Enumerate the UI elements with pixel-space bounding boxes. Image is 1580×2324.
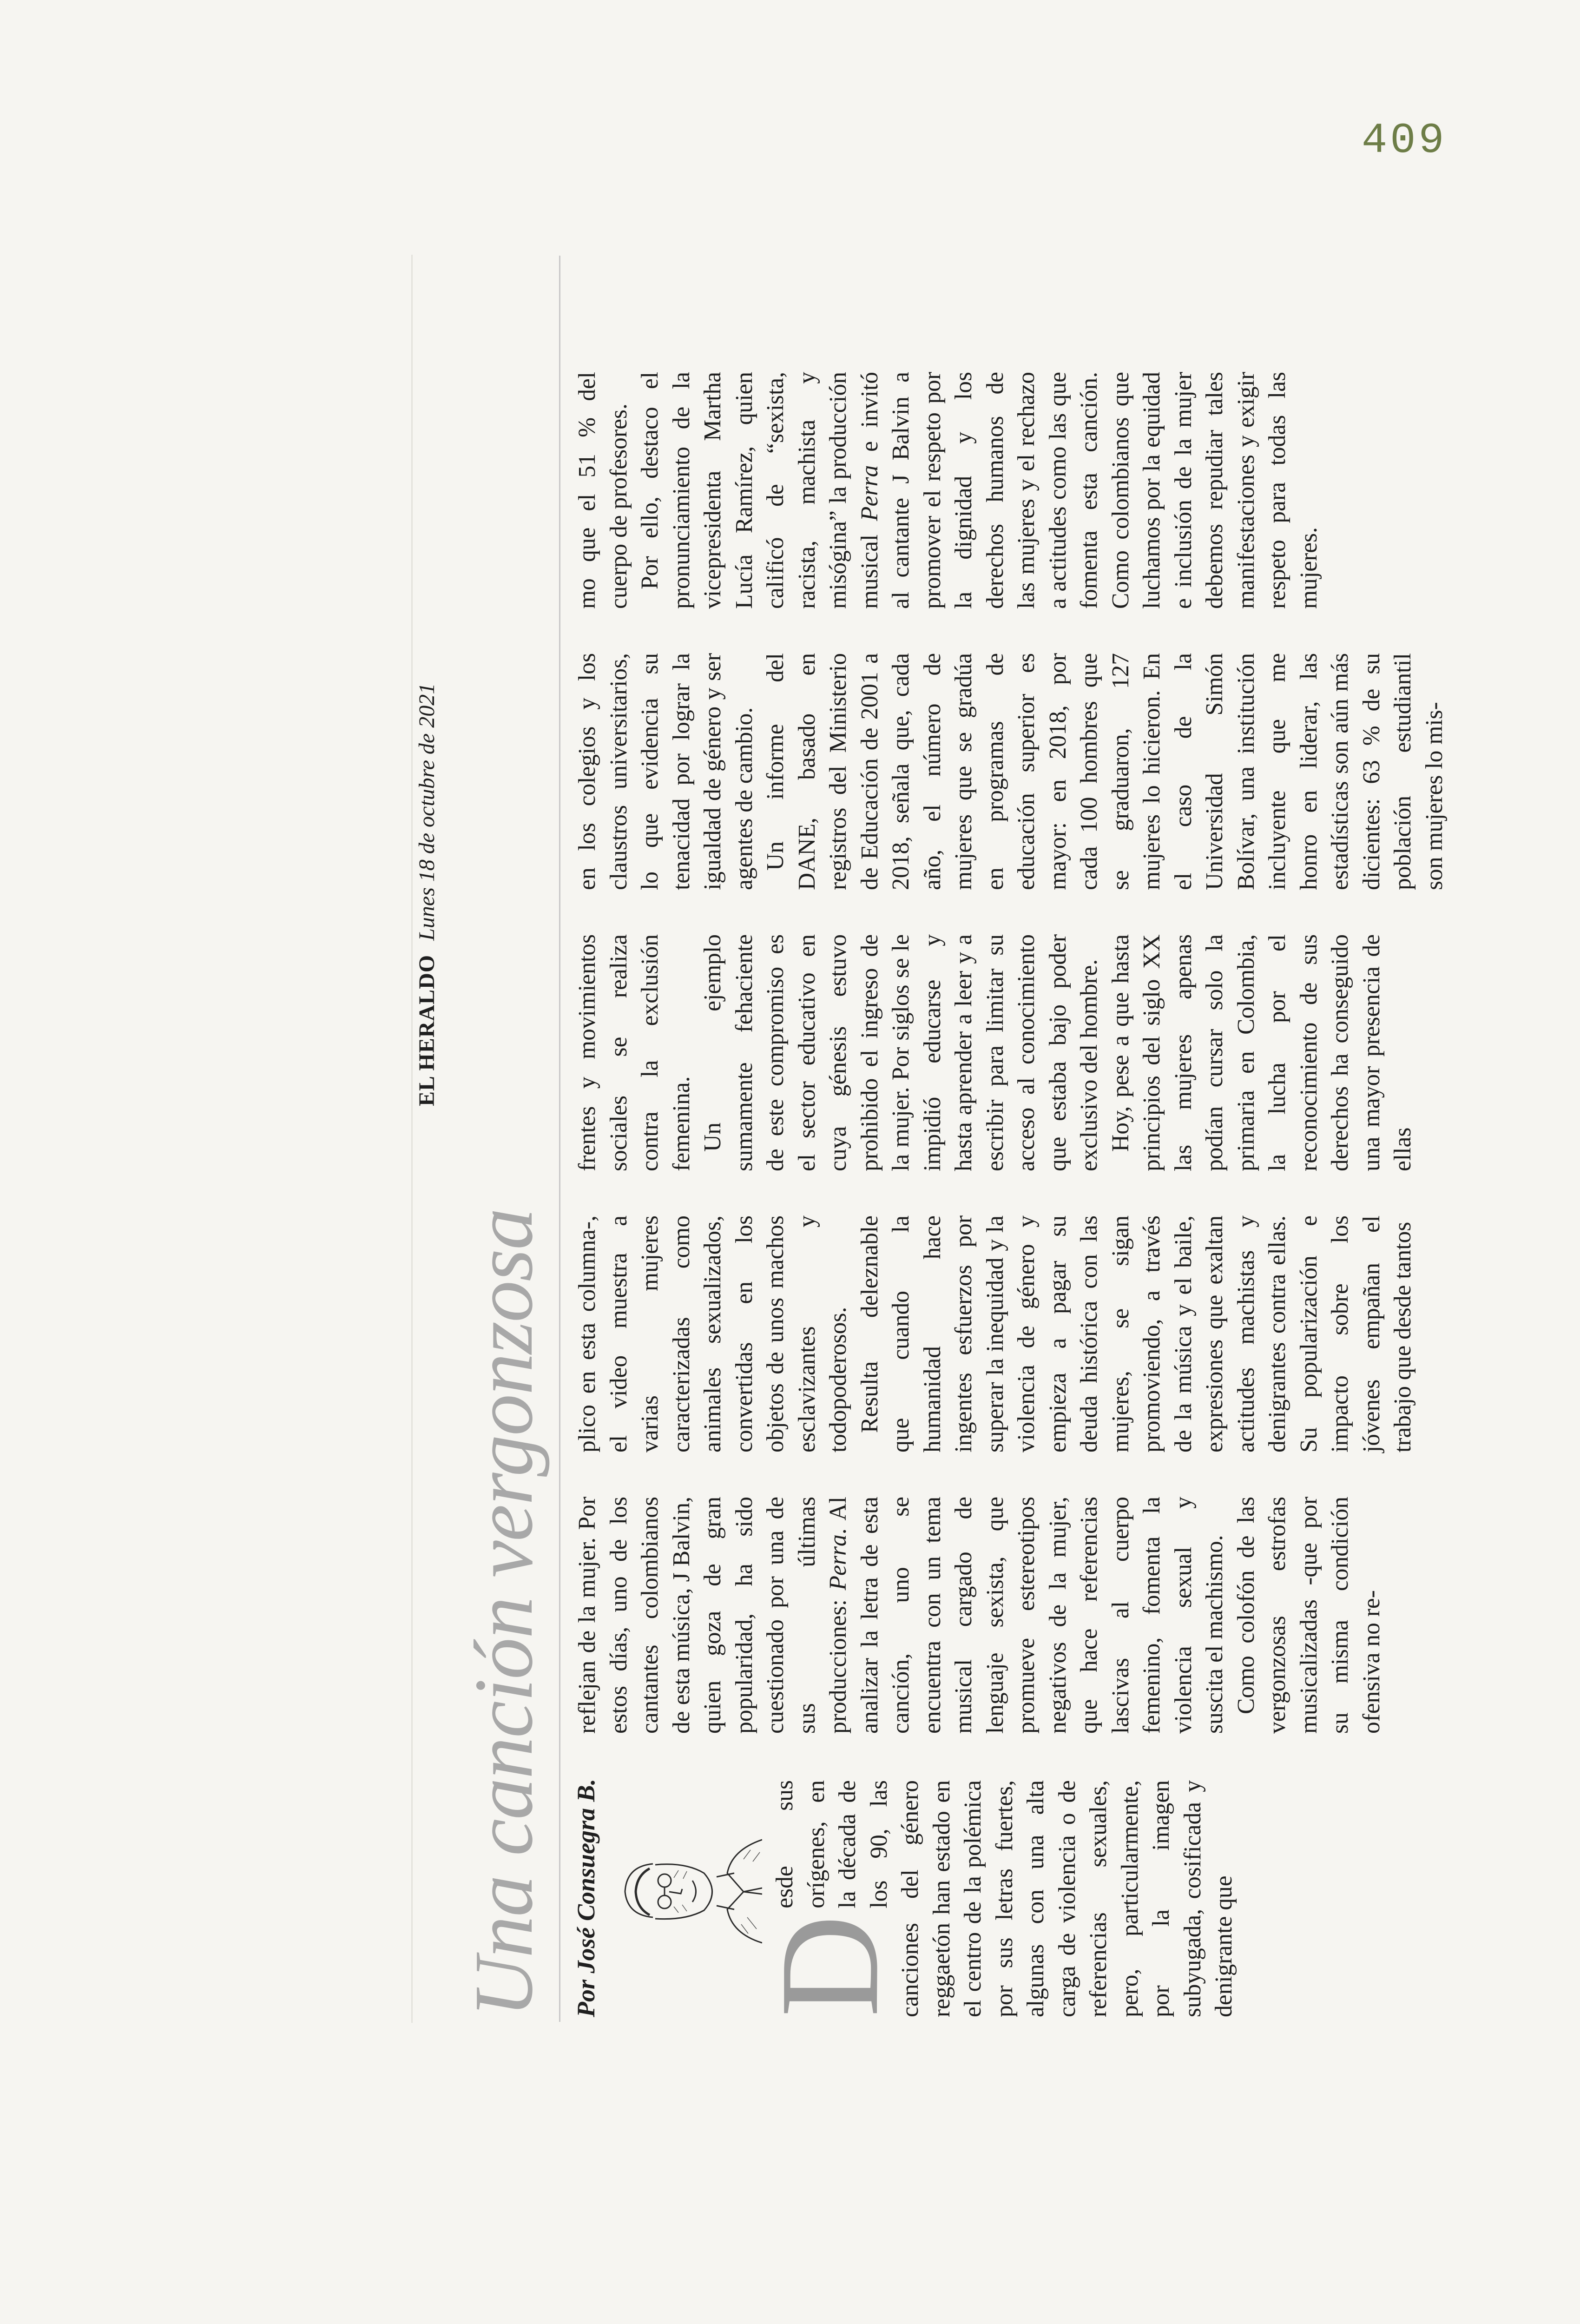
paragraph (634, 372, 1324, 609)
paragraph: en los colegios y los claustros universitarios, lo que evidencia su tenacidad por lograr la igualdad de género y ser agentes de cambio. (574, 653, 757, 890)
paragraph: Como colofón de las vergonzosas estrofas musicalizadas -que por su misma condición ofensiva no re- (1232, 1497, 1385, 1734)
paragraph: esde sus orígenes, en la década de los 90, las canciones del género reggaetón han estado en el centro de la polémica por sus letras fuertes, algunas con una alta carga de violencia o de referencias sexuales, pero, particularmente, por la imagen subyugada, cosificada y denigrante que (771, 1780, 1237, 2017)
paragraph: frentes y movimientos sociales se realiza contra la exclusión femenina. (574, 934, 695, 1171)
author-byline: Por José Consuegra B. (572, 1778, 600, 2017)
article-column-2 (572, 1497, 1385, 1734)
paragraph: Resulta deleznable que cuando la humanidad hace ingentes esfuerzos por superar la inequidad y la violencia de género y empieza a pagar su deuda histórica con las mujeres, se sigan promoviendo, a través de la música y el baile, expresiones que exaltan actitudes machistas y denigrantes contra ellas. Su popularización e impacto sobre los jóvenes empañan el trabajo que desde tantos (856, 1215, 1416, 1452)
article-column-5 (572, 653, 1448, 890)
song-title: Perra (856, 465, 883, 521)
article-column-3 (572, 1215, 1416, 1452)
paragraph-text: e invitó al cantante J Balvin a promover el respeto por la dignidad y los derechos humanos de las mujeres y el rechazo a actitudes como las que fomenta esta canción. Como colombianos que luchamos por la equidad e inclusión de la mujer debemos repudiar tales manifestaciones y exigir respeto para todas las mujeres. (856, 372, 1322, 609)
article-column-1 (750, 1780, 1237, 2017)
paragraph-text: reflejan de la mujer. Por estos días, uno de los cantantes colombianos de esta música, J Balvin, quien goza de gran popularidad, ha sido cuestionado por una de sus últimas producciones: (574, 1497, 851, 1734)
paragraph: plico en esta columna-, el video muestra a varias mujeres caracterizadas como animales sexualizados, convertidas en los objetos de unos machos esclavizantes y todopoderosos. (574, 1215, 851, 1452)
paragraph: mo que el 51 % del cuerpo de profesores. (574, 372, 632, 609)
newspaper-clipping (411, 256, 1448, 2022)
article-column-6 (572, 372, 1322, 609)
song-title: Perra (825, 1534, 851, 1591)
headline-divider (559, 256, 560, 2022)
drop-cap: D (750, 1915, 908, 2017)
article-headline: Una canción vergonzosa (457, 1208, 550, 2017)
paragraph-text: Por ello, destaco el pronunciamiento de la vicepresidenta Martha Lucía Ramírez, quien calificó de “sexista, racista, machista y misógina” la producción musical (637, 372, 883, 609)
paragraph (572, 1497, 1231, 1734)
masthead (414, 270, 447, 1106)
paragraph-text: . Al analizar la letra de esta canción, uno se encuentra con un tema musical cargado de lenguaje sexista, que promueve estereotipos negativos de la mujer, que hace referencias lascivas al cuerpo femenino, fomenta la violencia sexual y suscita el machismo. (825, 1497, 1228, 1734)
author-portrait (609, 1822, 762, 1961)
paragraph: Un ejemplo sumamente fehaciente de este compromiso es el sector educativo en cuya génesis estuvo prohibido el ingreso de la mujer. Por siglos se le impidió educarse y hasta aprender a leer y a escribir para limitar su acceso al conocimiento que estaba bajo poder exclusivo del hombre. (699, 934, 1102, 1171)
newspaper-name: EL HERALDO (415, 954, 439, 1106)
publication-date: Lunes 18 de octubre de 2021 (415, 683, 439, 941)
paragraph: Hoy, pese a que hasta principios del siglo XX las mujeres apenas podían cursar solo la primaria en Colombia, la lucha por el reconocimiento de sus derechos ha conseguido una mayor presencia de ellas (1107, 934, 1416, 1171)
page-number: 409 (1362, 116, 1447, 165)
paragraph: Un informe del DANE, basado en registros del Ministerio de Educación de 2001 a 2018, señala que, cada año, el número de mujeres que se gradúa en programas de educación superior es mayor: en 2018, por cada 100 hombres que se graduaron, 127 mujeres lo hicieron. En el caso de la Universidad Simón Bolívar, una institución incluyente que me honro en liderar, las estadísticas son aún más dicientes: 63 % de su población estudiantil son mujeres lo mis- (762, 653, 1448, 890)
article-column-4 (572, 934, 1416, 1171)
